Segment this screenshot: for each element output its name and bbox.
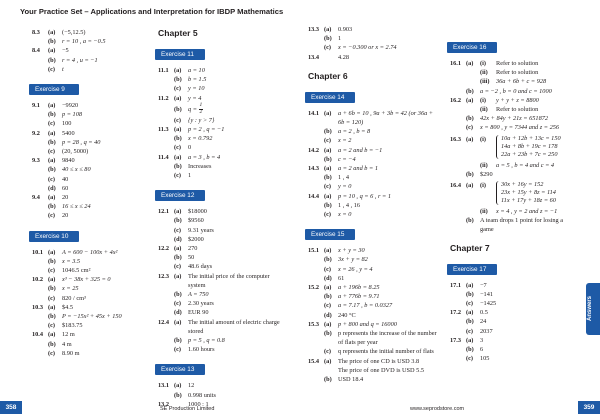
answer-row: (c) $183.75 — [48, 322, 83, 330]
answer-row: 11.2 (a) y = 4 — [158, 94, 202, 102]
answer-row: 14.2 (a) a = 2 and b = −1 — [308, 146, 383, 154]
answer-row: (c) y = 0 — [324, 183, 352, 191]
chapter-heading: Chapter 5 — [158, 28, 198, 38]
answer-row: 14.3 (a) a = 2 and b = 1 — [308, 165, 378, 173]
exercise-heading: Exercise 9 — [29, 84, 79, 95]
answer-row: (b) 4 m — [48, 340, 72, 348]
answer-row: 17.1 (a) −7 — [450, 281, 487, 289]
answer-row: (c) 40 — [48, 175, 69, 183]
answer-row: 10.1 (a) A = 600 − 100x + 4x² — [32, 248, 118, 256]
answer-row: (b) 16 ≤ x ≤ 24 — [48, 203, 91, 211]
running-header: Your Practice Set – Applications and Interpretation for IBDP Mathematics — [20, 7, 284, 16]
answer-row: (b) b = 1.5 — [174, 76, 207, 84]
answer-row: (c) {y : y > 7} — [174, 116, 215, 124]
answer-row: (b) p = 108 — [48, 111, 82, 119]
answer-row: (c) 8.90 m — [48, 349, 80, 357]
answer-row: (c) q represents the initial number of flats — [324, 348, 434, 356]
answer-row: 11.4 (a) a = 3 , b = 4 — [158, 153, 221, 161]
answer-row: 12.3 (a) The initial price of the computer system — [158, 272, 270, 289]
answer-row: (b) q = $\frac{1}{2}$ — [174, 102, 203, 115]
answer-row: 16.3 (a) (i) 10a + 12b + 13c = 150 14a + 8b + 19c = 178 22a + 23b + 7c = 250 — [450, 135, 575, 159]
answer-row: 13.2 1000 : 1 — [158, 400, 209, 408]
answer-row: 17.2 (a) 0.5 — [450, 309, 488, 317]
answer-row: (c) −1425 — [466, 300, 497, 308]
answer-row: 13.1 (a) 12 — [158, 382, 195, 390]
column-2 — [158, 24, 288, 409]
answer-row: (d) 61 — [324, 274, 345, 282]
answer-row: (c) 20 — [48, 212, 69, 220]
answer-row: 9.1 (a) −9920 — [32, 102, 79, 110]
answer-row: (b) $9560 — [174, 217, 204, 225]
answer-row: (b) P = −15x² + 45x + 150 — [48, 313, 122, 321]
exercise-heading: Exercise 13 — [155, 364, 205, 375]
answer-row: (ii) a = 5 , b = 4 and c = 4 — [480, 161, 555, 169]
answer-row: (b) p = 28 , q = 40 — [48, 138, 101, 146]
answer-row: 9.4 (a) 20 — [32, 194, 69, 202]
answer-row: (c) 1.60 hours — [174, 346, 215, 354]
answer-row: (c) 1046.5 cm² — [48, 267, 91, 275]
answer-row: (c) 48.6 days — [174, 263, 213, 271]
answer-row: (b) p represents the increase of the number of flats per year — [324, 330, 437, 347]
answer-row: (c) x = 800 , y = 7344 and z = 256 — [466, 124, 560, 132]
answer-row: (c) x = 2 — [324, 137, 352, 145]
answer-row: (c) 9.31 years — [174, 226, 214, 234]
website-footer: www.seprodstore.com — [410, 406, 465, 412]
answer-row: (c) a = 7.17 , b = 0.0327 — [324, 302, 393, 310]
answer-row: 8.3 (a) (−5,12.5) — [32, 29, 86, 36]
column-1 — [32, 28, 150, 358]
answer-row: (c) 820 / cm³ — [48, 294, 86, 302]
column-3 — [308, 25, 438, 384]
answer-row: (b) c = −4 — [324, 155, 356, 163]
chapter-heading: Chapter 6 — [308, 70, 348, 81]
answer-row: (b) Increases — [174, 162, 212, 170]
answer-row: (b) r = 10 , a = −0.5 — [48, 38, 106, 46]
answer-row: (c) 0 — [174, 144, 192, 152]
answer-row: (b) x = 25 — [48, 285, 79, 293]
answers-side-tab: Answers — [586, 283, 600, 335]
equation-system: 30x + 16y = 152 23x + 15y + 8z = 114 11x + 17y + 18z = 60 — [496, 181, 575, 205]
answer-row: 15.4 (a) The price of one CD is USD 3.8 — [308, 357, 420, 365]
answer-row: (c) x = 0 — [324, 211, 352, 219]
answer-row: (c) x = 26 , y = 4 — [324, 265, 373, 273]
answer-row: (b) p = 5 , q = 0.8 — [174, 337, 225, 345]
answer-row: (c) (20, 5000) — [48, 148, 89, 156]
answer-row: (b) USD 18.4 — [324, 376, 364, 384]
answer-row: (b) 0.998 units — [174, 391, 216, 399]
answer-row: 16.1 (a) (i) Refer to solution — [450, 60, 539, 67]
answer-row: (b) x = 0.792 — [174, 135, 213, 143]
answer-row: (b) 1 — [324, 35, 342, 43]
answer-row: 10.3 (a) $4.5 — [32, 303, 74, 311]
exercise-heading: Exercise 14 — [305, 92, 355, 103]
answer-row: (b) 3x + y = 82 — [324, 256, 368, 264]
answer-row: (c) 1 — [174, 172, 192, 180]
answer-row: (c) x = −0.300 or x = 2.74 — [324, 44, 397, 52]
answer-row: 12.4 (a) The initial amount of electric charge stored — [158, 318, 280, 335]
fraction: $\frac{1}{2}$ — [199, 102, 203, 115]
answer-row: 9.2 (a) 5400 — [32, 129, 75, 137]
answer-row: (d) $2000 — [174, 235, 204, 243]
answer-row: 14.1 (a) a + 6b = 10 , 9a + 3b = 42 (or 36a + 6b = 120) — [308, 109, 434, 127]
answer-row: 13.4 4.28 — [308, 53, 350, 61]
answer-row: (ii) Refer to solution — [480, 69, 539, 77]
answer-row: 10.4 (a) 12 m — [32, 331, 75, 339]
answer-row: (ii) x = 4 , y = 2 and z = −1 — [480, 208, 558, 216]
answer-row: (c) 100 — [48, 120, 72, 128]
exercise-heading: Exercise 10 — [29, 231, 79, 242]
answer-row: (d) 60 — [48, 184, 69, 192]
answer-row: (b) $290 — [466, 170, 493, 178]
exercise-heading: Exercise 11 — [155, 49, 205, 60]
answer-row: (ii) Refer to solution — [480, 106, 539, 114]
answer-row: 9.3 (a) 9840 — [32, 157, 75, 165]
answer-row: 12.2 (a) 270 — [158, 245, 198, 253]
answer-row: (b) a + 776b = 9.71 — [324, 293, 380, 301]
answer-row: (c) 2.30 years — [174, 300, 214, 308]
answer-row: (b) 1 , 4 , 16 — [324, 201, 361, 209]
answer-row: 15.3 (a) p + 800 and q = 16000 — [308, 320, 397, 328]
answer-row: The price of one DVD is USD 5.5 — [338, 366, 425, 374]
answer-row: (c) y = 10 — [174, 85, 205, 93]
answer-row: (d) EUR 90 — [174, 309, 209, 317]
answer-row: 16.2 (a) (i) y + y + z = 8800 — [450, 96, 539, 104]
answer-row: (b) a = −2 , b = 0 and c = 1000 — [466, 87, 552, 95]
answer-row: (c) 2037 — [466, 327, 493, 335]
answer-row: 10.2 (a) x³ − 38x + 325 = 0 — [32, 276, 111, 284]
answer-row: 11.3 (a) p = 2 , q = −1 — [158, 126, 225, 134]
answer-row: 13.3 (a) 0.903 — [308, 26, 353, 33]
answer-row: (c) 105 — [466, 355, 490, 363]
answer-row: (b) 42x + 84y + 21z = 651872 — [466, 115, 549, 123]
answer-row: 15.2 (a) a + 196b = 8.25 — [308, 284, 380, 292]
answer-row: (b) a = 2 , b = 8 — [324, 128, 371, 136]
answer-row: 17.3 (a) 3 — [450, 336, 484, 344]
answer-row: (b) r = 4 , u = −1 — [48, 56, 98, 64]
answer-row: (b) −141 — [466, 290, 493, 298]
answer-row: (b) 6 — [466, 346, 484, 354]
answer-row: (b) 50 — [174, 254, 195, 262]
right-page-number: 359 — [578, 401, 600, 414]
publisher-footer: SE Production Limited — [160, 406, 215, 412]
answer-row: (b) 24 — [466, 318, 487, 326]
answer-row: (iii) 36a + 6b + c = 928 — [480, 78, 547, 86]
equation-system: 10a + 12b + 13c = 150 14a + 8b + 19c = 178 22a + 23b + 7c = 250 — [496, 135, 575, 159]
answer-row: (b) 1 , 4 — [324, 174, 350, 182]
exercise-heading: Exercise 12 — [155, 190, 205, 201]
answer-row: 14.4 (a) p = 10 , q = 6 , r = 1 — [308, 192, 391, 200]
left-page-number: 358 — [0, 401, 22, 414]
exercise-heading: Exercise 16 — [447, 42, 497, 53]
answer-row: (b) A = 750 — [174, 291, 209, 299]
answer-row: (c) t — [48, 65, 64, 73]
answer-row: (b) A team drops 1 point for losing a game — [466, 217, 564, 234]
answer-row: (b) 40 ≤ x ≤ 80 — [48, 166, 91, 174]
answer-row: (b) x = 3.5 — [48, 257, 81, 265]
answer-row: 8.4 (a) −5 — [32, 47, 69, 55]
exercise-heading: Exercise 17 — [447, 264, 497, 275]
answer-row: 16.4 (a) (i) 30x + 16y = 152 23x + 15y + 8z = 114 11x + 17y + 18z = 60 — [450, 181, 575, 205]
chapter-heading: Chapter 7 — [450, 242, 490, 253]
answer-row: 11.1 (a) a = 10 — [158, 67, 205, 74]
answer-row: 12.1 (a) $18000 — [158, 208, 207, 216]
column-4 — [450, 36, 575, 363]
answer-row: 15.1 (a) x + y = 30 — [308, 247, 365, 255]
answer-row: (d) 240 °C — [324, 311, 356, 319]
exercise-heading: Exercise 15 — [305, 229, 355, 240]
